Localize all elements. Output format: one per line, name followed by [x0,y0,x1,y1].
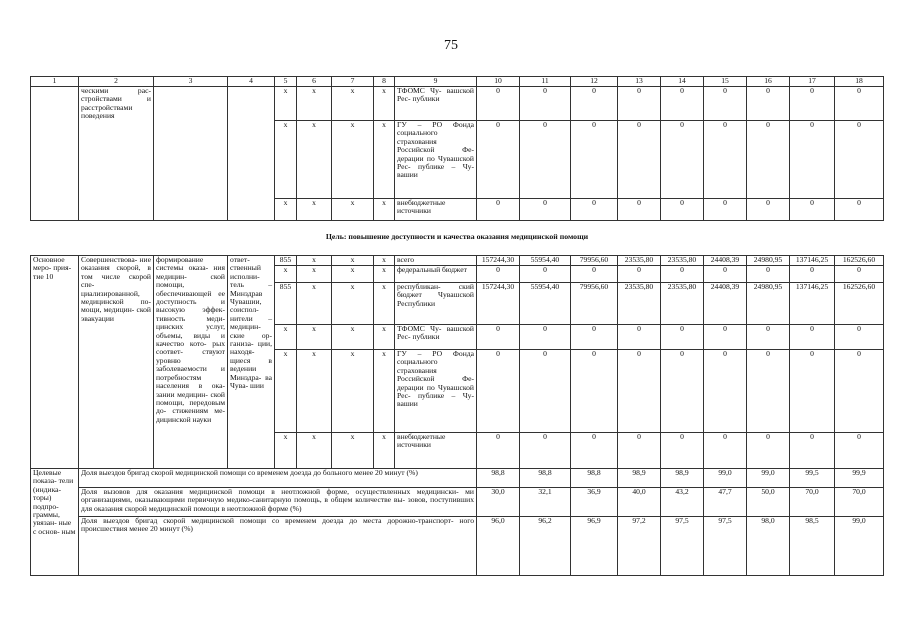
code-col-8: x [374,87,395,121]
year-value: 0 [571,266,618,283]
executor: ответ- ственный исполни- тель – Минздрав Чувашии, соиспол- нители – медицин- ские ор- ганиза- ции, находя- щиеся в ведении Минздра- ва Чува- шии [228,256,275,469]
code-col-8: x [374,199,395,221]
indicator-value: 70,0 [790,488,835,517]
budget-code: x [275,433,297,469]
year-value: 0 [747,199,790,221]
year-value: 0 [790,87,835,121]
year-value: 0 [835,325,884,350]
goal-description [154,87,228,221]
year-value: 0 [571,121,618,199]
budget-code: x [275,121,297,199]
indicator-value: 98,9 [661,469,704,488]
column-number: 5 [275,77,297,87]
indicator-value: 99,5 [790,469,835,488]
year-value: 55954,40 [520,283,571,325]
year-value: 0 [704,266,747,283]
indicator-value: 98,9 [618,469,661,488]
year-value: 0 [704,87,747,121]
column-number: 6 [297,77,332,87]
indicator-value: 98,5 [790,517,835,576]
budget-code: x [275,199,297,221]
year-value: 55954,40 [520,256,571,266]
column-number: 16 [747,77,790,87]
executor [228,87,275,221]
year-value: 0 [661,350,704,433]
year-value: 0 [661,266,704,283]
target-indicator-row [31,488,884,517]
column-number: 14 [661,77,704,87]
year-value: 0 [477,199,520,221]
indicator-value: 96,9 [571,517,618,576]
target-indicator-row [31,469,884,488]
code-col-6: x [297,121,332,199]
column-number: 3 [154,77,228,87]
column-number: 17 [790,77,835,87]
year-value: 0 [704,121,747,199]
year-value: 162526,60 [835,283,884,325]
year-value: 0 [520,199,571,221]
code-col-8: x [374,256,395,266]
year-value: 0 [704,199,747,221]
code-col-8: x [374,283,395,325]
funding-source: ГУ – РО Фонда социального страхования Российской Фе- дерации по Чувашской Рес- публике – Чу- вашии [395,350,477,433]
budget-code: x [275,350,297,433]
indicator-value: 97,5 [661,517,704,576]
indicator-value: 98,0 [747,517,790,576]
block2-row [31,256,884,266]
year-value: 0 [618,350,661,433]
year-value: 0 [618,199,661,221]
indicator-value: 99,0 [704,469,747,488]
year-value: 0 [618,87,661,121]
year-value: 0 [571,325,618,350]
code-col-6: x [297,325,332,350]
year-value: 24408,39 [704,256,747,266]
budget-code: 855 [275,256,297,266]
indicator-value: 43,2 [661,488,704,517]
code-col-7: x [332,87,374,121]
year-value: 0 [477,350,520,433]
column-number: 11 [520,77,571,87]
year-value: 24980,95 [747,256,790,266]
year-value: 79956,60 [571,283,618,325]
year-value: 0 [747,433,790,469]
funding-source: внебюджетные источники [395,199,477,221]
funding-source: ГУ – РО Фонда социального страхования Российской Фе- дерации по Чувашской Рес- публике – Чу- вашии [395,121,477,199]
year-value: 0 [571,350,618,433]
column-number: 8 [374,77,395,87]
column-number: 2 [79,77,154,87]
funding-source: всего [395,256,477,266]
year-value: 0 [520,325,571,350]
year-value: 0 [520,87,571,121]
year-value: 0 [477,266,520,283]
code-col-7: x [332,256,374,266]
code-col-7: x [332,433,374,469]
code-col-6: x [297,87,332,121]
year-value: 162526,60 [835,256,884,266]
code-col-7: x [332,121,374,199]
year-value: 79956,60 [571,256,618,266]
code-col-8: x [374,325,395,350]
year-value: 157244,30 [477,256,520,266]
main-activity-label: Основное меро- прия- тие 10 [31,256,79,469]
indicator-value: 30,0 [477,488,520,517]
year-value: 0 [835,87,884,121]
column-number-row [31,77,884,87]
column-number: 15 [704,77,747,87]
budget-code: x [275,325,297,350]
year-value: 0 [661,199,704,221]
indicator-value: 97,2 [618,517,661,576]
indicator-value: 50,0 [747,488,790,517]
year-value: 0 [704,433,747,469]
year-value: 137146,25 [790,256,835,266]
year-value: 0 [790,199,835,221]
year-value: 0 [661,121,704,199]
indicator-value: 99,0 [835,517,884,576]
budget-code: x [275,87,297,121]
year-value: 0 [704,350,747,433]
column-number: 1 [31,77,79,87]
budget-code: 855 [275,283,297,325]
indicator-value: 97,5 [704,517,747,576]
year-value: 0 [477,433,520,469]
year-value: 0 [520,266,571,283]
year-value: 0 [571,433,618,469]
year-value: 0 [747,350,790,433]
activity-description: формирование системы оказа- ния медицин- ской помощи, обеспечивающей ее доступность и высокую эффек- тивность меди- цинских услуг, объемы, виды и качество кото- рых соответ- ствуют уровню заболеваемости и потребностям населения в ока- зании медицин- ской помощи, передовым до- стижениям ме- дицинской науки [154,256,228,469]
indicator-value: 32,1 [520,488,571,517]
code-col-7: x [332,199,374,221]
year-value: 24980,95 [747,283,790,325]
year-value: 0 [618,266,661,283]
year-value: 0 [835,199,884,221]
year-value: 0 [618,433,661,469]
code-col-8: x [374,350,395,433]
year-value: 0 [835,433,884,469]
year-value: 0 [520,433,571,469]
indicator-value: 99,9 [835,469,884,488]
indicator-value: 40,0 [618,488,661,517]
column-number: 10 [477,77,520,87]
year-value: 0 [835,266,884,283]
year-value: 137146,25 [790,283,835,325]
year-value: 0 [747,87,790,121]
year-value: 24408,39 [704,283,747,325]
year-value: 0 [661,87,704,121]
target-indicator-row [31,517,884,576]
year-value: 0 [747,325,790,350]
code-col-8: x [374,121,395,199]
funding-source: республикан- ский бюджет Чувашской Республики [395,283,477,325]
year-value: 0 [661,325,704,350]
year-value: 23535,80 [618,283,661,325]
year-value: 0 [790,325,835,350]
indicator-text: Доля вызовов для оказания медицинской помощи в неотложной форме, осуществленных медицински- ми организациями, оказывающими первичную медико-санитарную помощь, в общем количестве вы- зовов, поступивших для оказания скорой медицинской помощи в неотложной форме (%) [79,488,477,517]
indicator-value: 98,8 [520,469,571,488]
year-value: 23535,80 [618,256,661,266]
code-col-6: x [297,199,332,221]
year-value: 0 [477,87,520,121]
program-table [30,76,884,576]
code-col-6: x [297,283,332,325]
target-indicators-label: Целевые показа- тели (индика- торы) подпро- граммы, увязан- ные с основ- ным [31,469,79,576]
year-value: 0 [790,121,835,199]
year-value: 23535,80 [661,256,704,266]
column-number: 18 [835,77,884,87]
year-value: 23535,80 [661,283,704,325]
indicator-value: 96,0 [477,517,520,576]
indicator-text: Доля выездов бригад скорой медицинской помощи со временем доезда до места дорожно-транспорт- ного происшествия менее 20 минут (%) [79,517,477,576]
year-value: 0 [618,325,661,350]
indicator-value: 47,7 [704,488,747,517]
indicator-value: 96,2 [520,517,571,576]
indicator-text: Доля выездов бригад скорой медицинской помощи со временем доезда до больного менее 20 минут (%) [79,469,477,488]
goal-title: Цель: повышение доступности и качества оказания медицинской помощи [325,232,589,241]
year-value: 0 [477,325,520,350]
column-number: 12 [571,77,618,87]
funding-source: ТФОМС Чу- вашской Рес- публики [395,87,477,121]
column-number: 9 [395,77,477,87]
budget-code: x [275,266,297,283]
year-value: 0 [835,121,884,199]
year-value: 0 [520,121,571,199]
block1-row [31,87,884,121]
code-col-8: x [374,266,395,283]
funding-source: федеральный бюджет [395,266,477,283]
code-col-6: x [297,433,332,469]
year-value: 0 [835,350,884,433]
year-value: 0 [747,121,790,199]
year-value: 0 [790,266,835,283]
code-col-7: x [332,325,374,350]
row-label [31,87,79,221]
year-value: 0 [704,325,747,350]
code-col-6: x [297,350,332,433]
indicator-value: 99,0 [747,469,790,488]
code-col-8: x [374,433,395,469]
column-number: 13 [618,77,661,87]
indicator-value: 98,8 [477,469,520,488]
funding-source: внебюджетные источники [395,433,477,469]
code-col-6: x [297,266,332,283]
year-value: 0 [520,350,571,433]
column-number: 4 [228,77,275,87]
code-col-7: x [332,350,374,433]
code-col-7: x [332,283,374,325]
year-value: 157244,30 [477,283,520,325]
code-col-6: x [297,256,332,266]
year-value: 0 [747,266,790,283]
measure-name: ческими рас- стройствами и расстройствами поведения [79,87,154,221]
year-value: 0 [477,121,520,199]
code-col-7: x [332,266,374,283]
page-number: 75 [444,38,458,53]
column-number: 7 [332,77,374,87]
indicator-value: 36,9 [571,488,618,517]
year-value: 0 [790,433,835,469]
indicator-value: 70,0 [835,488,884,517]
goal-row [31,221,884,256]
funding-source: ТФОМС Чу- вашской Рес- публики [395,325,477,350]
year-value: 0 [571,87,618,121]
year-value: 0 [618,121,661,199]
year-value: 0 [790,350,835,433]
year-value: 0 [571,199,618,221]
measure-name: Совершенствова- ние оказания скорой, в том числе скорой спе- циализированной, медицинской по- мощи, медицин- ской эвакуации [79,256,154,469]
indicator-value: 98,8 [571,469,618,488]
year-value: 0 [661,433,704,469]
